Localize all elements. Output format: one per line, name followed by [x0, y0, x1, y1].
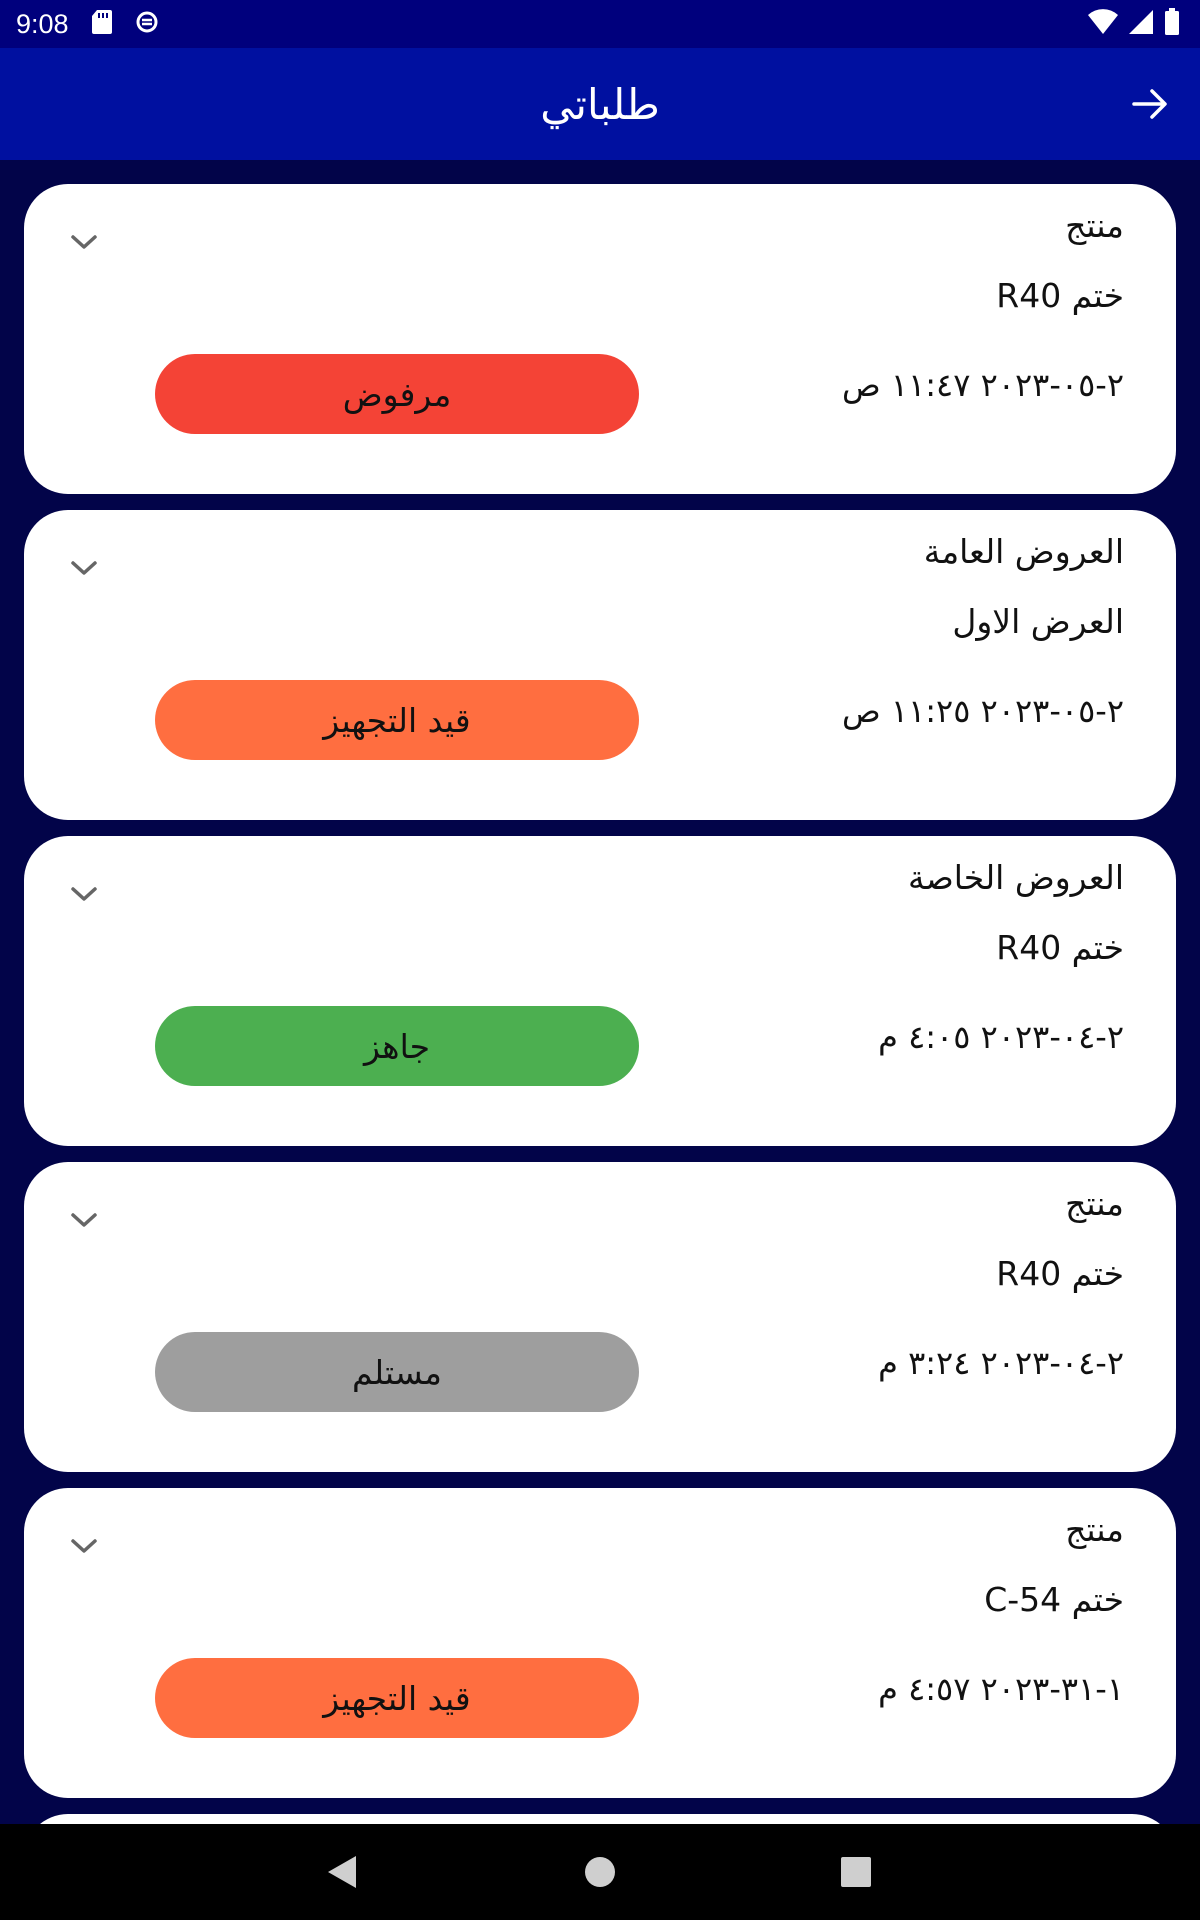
order-card[interactable] [24, 1488, 1176, 1798]
chevron-down-icon[interactable] [64, 874, 104, 914]
status-badge: مرفوض [155, 354, 639, 434]
chevron-down-icon[interactable] [64, 1200, 104, 1240]
order-product-name: ختم R40 [996, 1254, 1124, 1293]
order-date: ٢-٠٤-٢٠٢٣ ٤:٠٥ م [878, 1018, 1124, 1056]
order-card[interactable] [24, 1162, 1176, 1472]
back-arrow-icon[interactable] [1128, 82, 1172, 126]
recents-square-icon[interactable] [832, 1848, 880, 1896]
order-product-name: العرض الاول [952, 602, 1124, 641]
order-date: ١-٣١-٢٠٢٣ ٤:٥٧ م [878, 1670, 1124, 1708]
order-card[interactable] [24, 836, 1176, 1146]
status-badge: قيد التجهيز [155, 680, 639, 760]
order-type: العروض الخاصة [908, 858, 1124, 897]
order-type: منتج [1065, 1510, 1124, 1549]
status-bar [0, 0, 1200, 48]
order-product-name: ختم R40 [996, 276, 1124, 315]
status-time: 9:08 [16, 8, 69, 39]
status-left [16, 9, 159, 40]
system-navigation-bar [0, 1824, 1200, 1920]
home-circle-icon[interactable] [576, 1848, 624, 1896]
status-right [1088, 8, 1180, 40]
order-date: ٢-٠٤-٢٠٢٣ ٣:٢٤ م [878, 1344, 1124, 1382]
status-badge: جاهز [155, 1006, 639, 1086]
back-triangle-icon[interactable] [318, 1848, 366, 1896]
order-card[interactable] [24, 184, 1176, 494]
app-bar [0, 48, 1200, 160]
sd-card-icon [91, 9, 113, 39]
chevron-down-icon[interactable] [64, 222, 104, 262]
order-date: ٢-٠٥-٢٠٢٣ ١١:٢٥ ص [842, 692, 1124, 730]
order-type: منتج [1065, 1184, 1124, 1223]
chevron-down-icon[interactable] [64, 1526, 104, 1566]
wifi-icon [1088, 9, 1118, 39]
status-badge: مستلم [155, 1332, 639, 1412]
order-card[interactable] [24, 510, 1176, 820]
order-product-name: ختم R40 [996, 928, 1124, 967]
order-product-name: ختم C-54 [984, 1580, 1124, 1619]
page-title: طلباتي [540, 79, 660, 129]
order-card[interactable] [24, 1814, 1176, 1824]
order-type: العروض العامة [923, 532, 1124, 571]
battery-icon [1164, 8, 1180, 40]
status-badge: قيد التجهيز [155, 1658, 639, 1738]
order-type: منتج [1065, 206, 1124, 245]
order-date: ٢-٠٥-٢٠٢٣ ١١:٤٧ ص [842, 366, 1124, 404]
data-saver-icon [135, 9, 159, 39]
cellular-signal-icon [1128, 9, 1154, 39]
orders-list[interactable] [0, 160, 1200, 1824]
chevron-down-icon[interactable] [64, 548, 104, 588]
